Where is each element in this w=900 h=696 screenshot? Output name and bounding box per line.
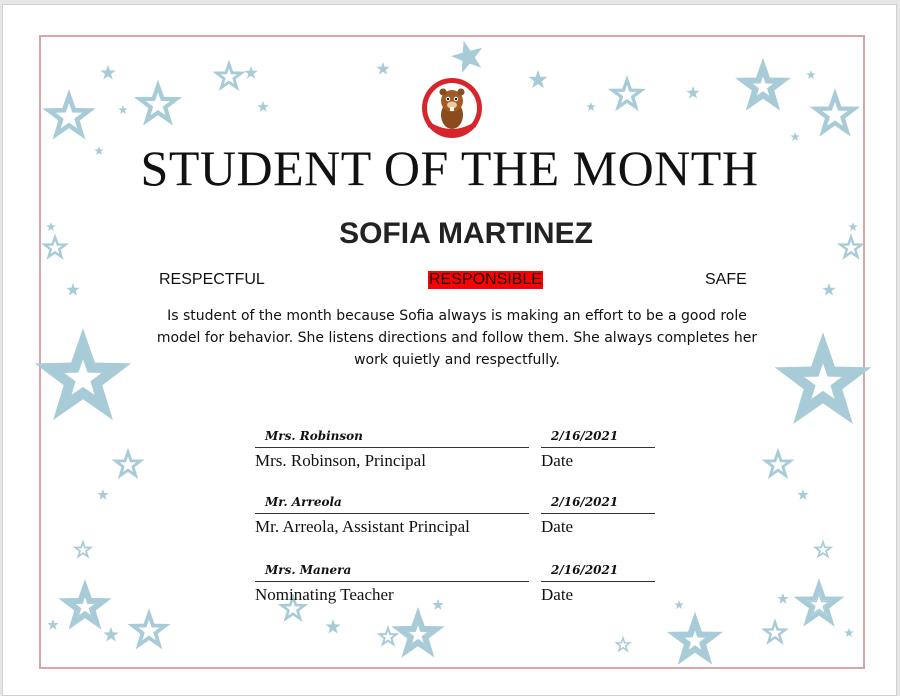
star-icon <box>742 65 784 105</box>
star-icon <box>325 619 340 633</box>
star-icon <box>766 452 791 476</box>
beaver-mascot-icon <box>421 77 483 139</box>
star-icon <box>116 452 141 476</box>
nomination-description: Is student of the month because Sofia always is making an effort to be a good role model for behavior. She listens directions and follow them. She always completes her work quietly and respectfully. <box>156 308 758 368</box>
signature-nominating-teacher: Mrs. Manera <box>265 563 352 577</box>
signature-caption-assistant-principal: Mr. Arreola, Assistant Principal <box>255 517 470 536</box>
star-icon <box>379 628 396 644</box>
star-icon <box>97 489 108 500</box>
star-icon <box>674 619 716 659</box>
date-line <box>541 447 655 448</box>
star-icon <box>432 599 443 610</box>
star-icon <box>66 283 79 296</box>
star-icon <box>244 66 257 79</box>
star-icon <box>398 614 438 652</box>
star-icon <box>777 593 788 604</box>
star-icon <box>616 638 629 651</box>
star-icon <box>376 62 389 75</box>
star-icon <box>800 585 838 621</box>
star-icon <box>118 105 128 114</box>
star-icon <box>75 542 90 556</box>
star-icon <box>65 586 105 624</box>
date-principal: 2/16/2021 <box>551 429 619 443</box>
star-icon <box>257 101 268 112</box>
certificate-page <box>2 4 897 696</box>
trait-safe: SAFE <box>705 271 747 288</box>
trait-respectful: RESPECTFUL <box>159 271 265 288</box>
star-icon <box>47 619 58 630</box>
star-icon <box>674 600 684 609</box>
star-icon <box>613 80 642 107</box>
star-icon <box>806 70 816 79</box>
signature-assistant-principal: Mr. Arreola <box>265 495 342 509</box>
signature-caption-principal: Mrs. Robinson, Principal <box>255 451 426 470</box>
signature-principal: Mrs. Robinson <box>265 429 363 443</box>
star-icon <box>49 96 89 134</box>
signature-caption-nominating-teacher: Nominating Teacher <box>255 585 394 604</box>
star-icon <box>448 36 487 74</box>
star-icon <box>217 64 242 88</box>
date-assistant-principal: 2/16/2021 <box>551 495 619 509</box>
signature-line <box>255 581 529 582</box>
signature-line <box>255 513 529 514</box>
star-icon <box>686 86 699 99</box>
student-name: SOFIA MARTINEZ <box>339 217 593 250</box>
star-icon <box>133 614 165 645</box>
date-line <box>541 581 655 582</box>
date-caption: Date <box>541 517 574 536</box>
trait-responsible-highlighted: RESPONSIBLE <box>429 271 542 288</box>
certificate-title: STUDENT OF THE MONTH <box>140 140 759 196</box>
star-icon <box>822 283 835 296</box>
date-line <box>541 513 655 514</box>
signature-line <box>255 447 529 448</box>
star-icon <box>797 489 808 500</box>
date-caption: Date <box>541 451 574 470</box>
date-caption: Date <box>541 585 574 604</box>
star-icon <box>765 622 786 642</box>
date-nominating-teacher: 2/16/2021 <box>551 563 619 577</box>
star-icon <box>844 628 854 637</box>
star-icon <box>100 65 115 79</box>
star-icon <box>816 95 854 131</box>
star-icon <box>103 627 118 641</box>
star-icon <box>528 70 547 88</box>
star-icon <box>815 542 830 556</box>
star-icon <box>586 102 596 111</box>
star-icon <box>140 86 176 120</box>
